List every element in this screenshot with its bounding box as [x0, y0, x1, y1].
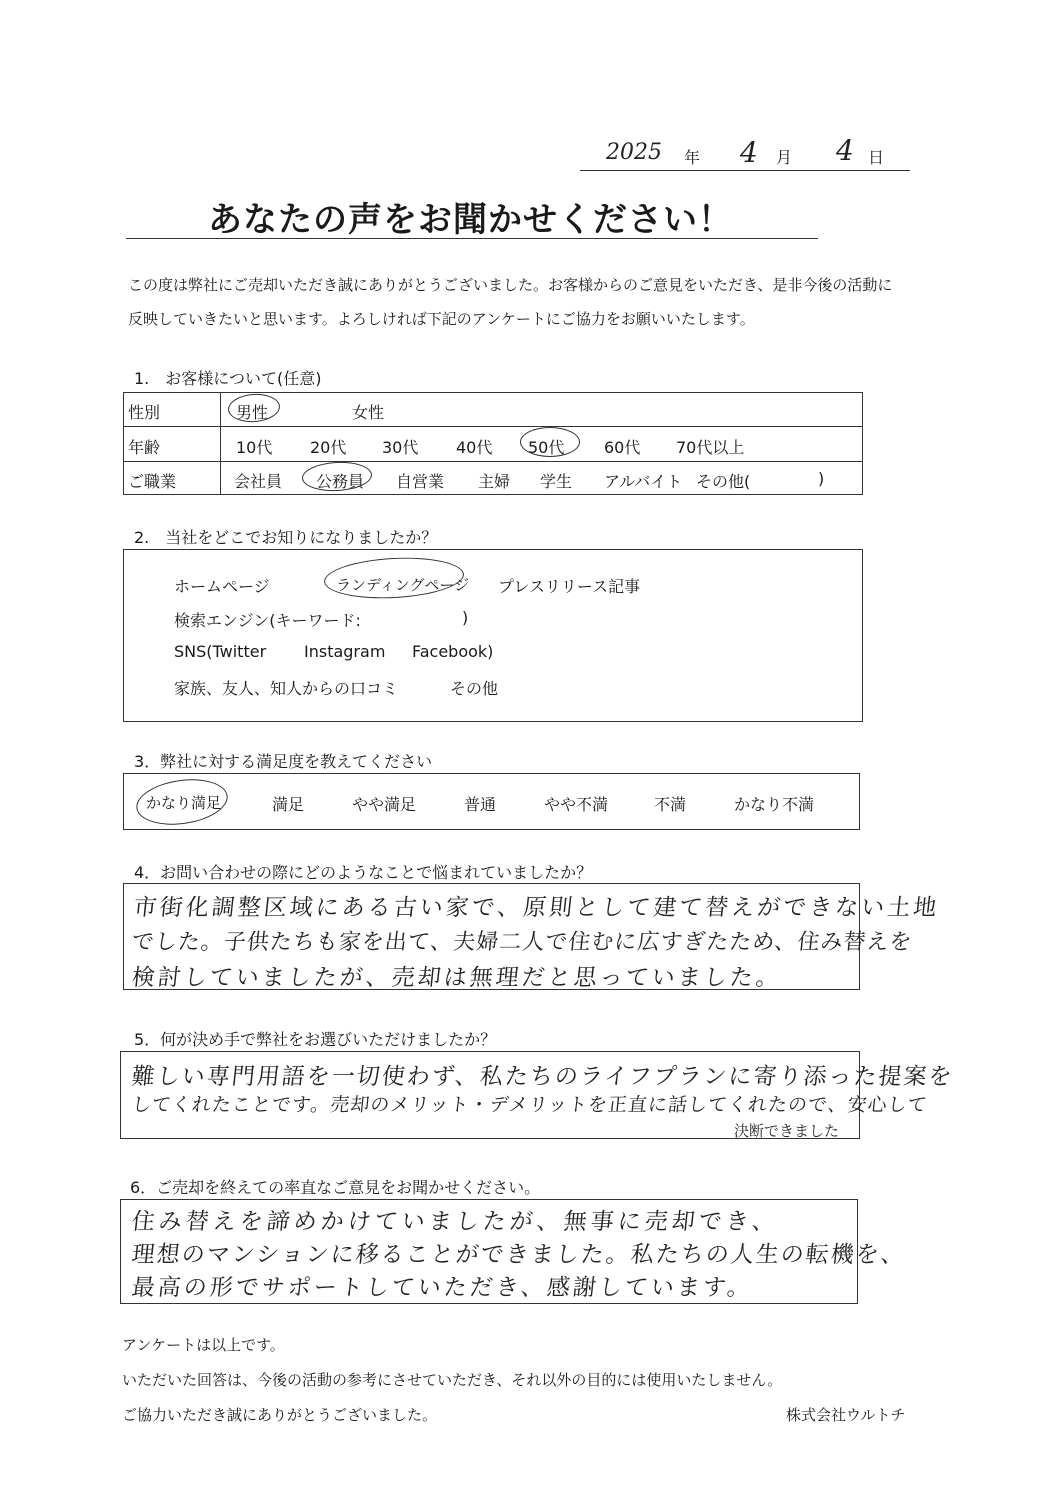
date-underline [580, 170, 910, 171]
q1-row-divider-1 [124, 426, 862, 427]
q1-occ-homemaker[interactable]: 主婦 [478, 472, 511, 491]
q1-occ-public-servant[interactable]: 公務員 [316, 472, 365, 491]
q4-answer-line-1: 市街化調整区域にある古い家で、原則として建て替えができない土地 [132, 895, 941, 921]
date-year-label: 年 [684, 148, 701, 167]
q1-age-10s[interactable]: 10代 [236, 438, 273, 457]
q1-gender-label: 性別 [128, 403, 161, 422]
q1-occ-part-time[interactable]: アルバイト [604, 472, 683, 491]
q2-heading: 2. 当社をどこでお知りになりましたか？ [134, 528, 438, 547]
page-title: あなたの声をお聞かせください！ [208, 200, 733, 240]
q3-satisfied[interactable]: 満足 [272, 795, 305, 814]
q1-age-30s[interactable]: 30代 [382, 438, 419, 457]
q1-label-divider [220, 393, 221, 494]
date-month-label: 月 [776, 148, 793, 167]
q5-answer-line-3: 決断できました [734, 1122, 840, 1140]
q6-heading: 6．ご売却を終えての率直なご意見をお聞かせください。 [130, 1178, 541, 1197]
footer-line-3: ご協力いただき誠にありがとうございました。 [122, 1406, 438, 1424]
q1-occ-self-employed[interactable]: 自営業 [396, 472, 445, 491]
q2-word-of-mouth[interactable]: 家族、友人、知人からの口コミ [174, 679, 399, 698]
date-day-value: 4 [836, 134, 854, 167]
q1-occ-company-employee[interactable]: 会社員 [234, 472, 283, 491]
q2-search-close: ) [462, 608, 469, 627]
q1-row-divider-2 [124, 461, 862, 462]
q1-age-circle [520, 427, 580, 457]
q2-homepage[interactable]: ホームページ [174, 577, 270, 596]
company-name: 株式会社ウルトチ [786, 1406, 906, 1424]
footer-line-2: いただいた回答は、今後の活動の参考にさせていただき、それ以外の目的には使用いたしません。 [122, 1371, 783, 1389]
q6-answer-line-2: 理想のマンションに移ることができました。私たちの人生の転機を、 [130, 1242, 908, 1268]
q1-age-40s[interactable]: 40代 [456, 438, 493, 457]
footer-line-1: アンケートは以上です。 [122, 1336, 285, 1354]
q4-answer-line-3: 検討していましたが、売却は無理だと思っていました。 [130, 965, 784, 991]
q1-gender-male[interactable]: 男性 [236, 403, 269, 422]
date-month-value: 4 [740, 136, 758, 169]
q5-heading: 5．何が決め手で弊社をお選びいただけましたか？ [134, 1030, 497, 1049]
q4-answer-line-2: でした。子供たちも家を出て、夫婦二人で住むに広すぎたため、住み替えを [130, 930, 914, 955]
q3-very-satisfied[interactable]: かなり満足 [146, 794, 222, 812]
q2-search-engine[interactable]: 検索エンジン(キーワード: [174, 611, 361, 630]
q1-age-60s[interactable]: 60代 [604, 438, 641, 457]
intro-line-1: この度は弊社にご売却いただき誠にありがとうございました。お客様からのご意見をいただき、是非今後の活動に [128, 276, 893, 294]
q6-answer-line-1: 住み替えを諦めかけていましたが、無事に売却でき、 [130, 1209, 781, 1235]
q2-landing-page[interactable]: ランディングページ [336, 576, 470, 594]
q1-occ-student[interactable]: 学生 [540, 472, 573, 491]
q5-answer-line-2: してくれたことです。売却のメリット・デメリットを正直に話してくれたので、安心して [130, 1094, 929, 1116]
q1-age-70s-plus[interactable]: 70代以上 [676, 438, 745, 457]
q5-answer-line-1: 難しい専門用語を一切使わず、私たちのライフプランに寄り添った提案を [130, 1064, 955, 1090]
q3-somewhat-satisfied[interactable]: やや満足 [352, 795, 417, 814]
q3-somewhat-dissatisfied[interactable]: やや不満 [544, 795, 609, 814]
q1-age-50s[interactable]: 50代 [528, 438, 565, 457]
q2-press-release[interactable]: プレスリリース記事 [498, 577, 641, 596]
title-underline [126, 238, 818, 239]
q6-answer-line-3: 最高の形でサポートしていただき、感謝しています。 [130, 1275, 755, 1301]
date-year-value: 2025 [606, 140, 662, 165]
q2-facebook[interactable]: Facebook) [412, 642, 494, 661]
q2-other[interactable]: その他 [450, 679, 499, 698]
q1-age-label: 年齢 [128, 438, 161, 457]
q1-age-20s[interactable]: 20代 [310, 438, 347, 457]
date-day-label: 日 [868, 148, 885, 167]
q3-very-dissatisfied[interactable]: かなり不満 [734, 795, 815, 814]
q2-instagram[interactable]: Instagram [304, 642, 386, 661]
q2-sns-twitter[interactable]: SNS(Twitter [174, 642, 267, 661]
q1-gender-female[interactable]: 女性 [352, 403, 385, 422]
q1-heading: 1. お客様について(任意) [134, 369, 322, 388]
q1-occ-other[interactable]: その他( [696, 472, 751, 491]
q4-heading: 4．お問い合わせの際にどのようなことで悩まれていましたか？ [134, 863, 593, 882]
q1-occupation-label: ご職業 [128, 472, 177, 491]
q3-dissatisfied[interactable]: 不満 [654, 795, 687, 814]
q1-occ-other-close: ) [818, 469, 825, 488]
q3-heading: 3．弊社に対する満足度を教えてください [134, 752, 433, 771]
q3-neutral[interactable]: 普通 [464, 795, 497, 814]
intro-line-2: 反映していきたいと思います。よろしければ下記のアンケートにご協力をお願いいたします。 [128, 310, 755, 328]
